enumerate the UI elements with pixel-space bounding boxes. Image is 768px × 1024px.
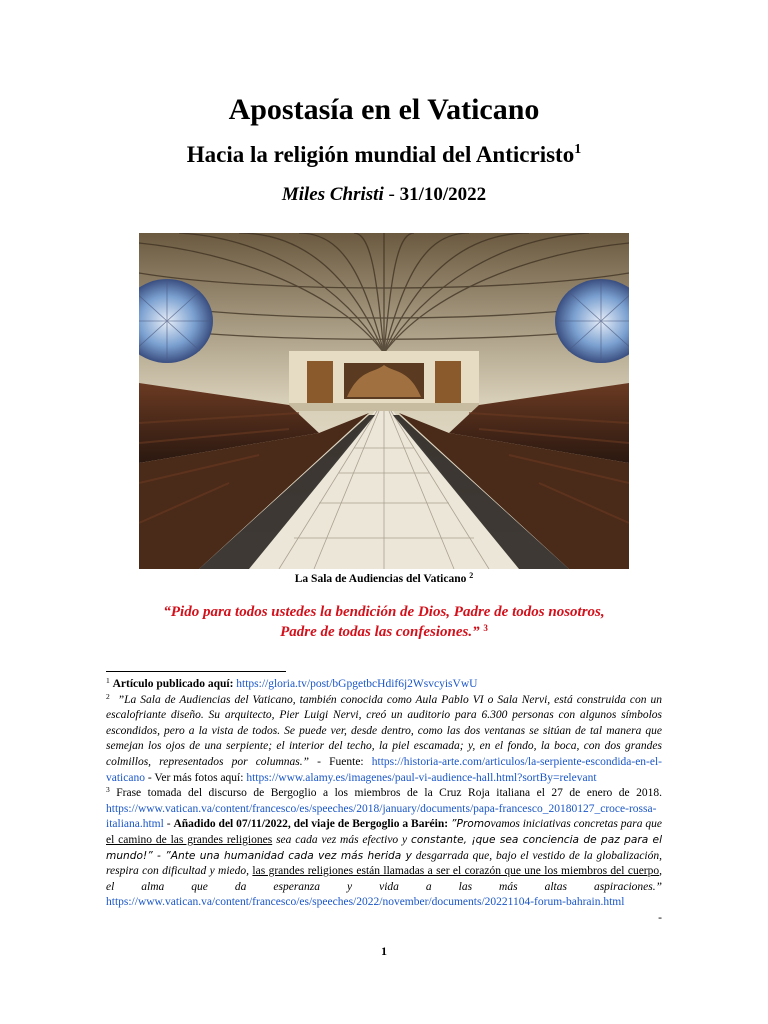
footnote-2-text: ”La Sala de Audiencias del Vaticano, también conocida como Aula Pablo VI o Sala Nervi, está construida con un escalofriante diseño. Su arquitecto, Pier Luigi Nervi, creó un auditorio para 6.300 personas con algunos símbolos escondidos, pero a la vista de todos. Se puede ver, desde dentro, como las dos ventanas se sitúan de tal manera que semejan los ojos de una serpiente; el interior del techo, la piel escamada; y, en el fondo, la boca, con dos grandes colmillos, representados por columnas.”	[106, 693, 662, 768]
footnote-2-source-label: - Fuente:	[317, 755, 364, 768]
footnote-3-link-1[interactable]: https://www.vatican.va/content/francesco/es/speeches/2018/january/documents/papa-francesco_20180127_croce-rossa-italiana.html	[106, 802, 657, 831]
footnote-2-source-link[interactable]: https://historia-arte.com/articulos/la-serpiente-escondida-en-el-vaticano	[106, 755, 663, 784]
footnotes	[106, 677, 662, 927]
footnote-3-link-2[interactable]: https://www.vatican.va/content/francesco/es/speeches/2022/november/documents/20221104-forum-bahrain.html	[106, 896, 625, 909]
footnote-3-text: Frase tomada del discurso de Bergoglio a los miembros de la Cruz Roja italiana el 27 de enero de 2018.	[116, 787, 662, 800]
footnote-ref-2[interactable]: 2	[469, 571, 474, 580]
footnote-3-underlined-1: el camino de las grandes religiones	[106, 833, 273, 846]
footnote-3	[106, 786, 662, 911]
caption-text: La Sala de Audiencias del Vaticano	[294, 573, 467, 585]
byline	[0, 182, 768, 208]
footnote-2	[106, 693, 662, 787]
page-number: 1	[381, 944, 387, 958]
footnote-3-underlined-2: las grandes religiones están llamadas a ser el corazón que une los miembros del cuerpo	[252, 865, 660, 878]
footnote-3-quote-part-8: , el alma que da esperanza y vida a las más altas aspiraciones.”	[106, 865, 662, 893]
epigraph-quote	[100, 602, 668, 642]
footnote-1	[106, 677, 662, 693]
footnote-divider	[106, 671, 286, 672]
footnote-3-quote-open: ”Promo	[451, 818, 491, 831]
vatican-audience-hall-photo	[139, 233, 629, 569]
footnote-2-number: 2	[106, 691, 110, 701]
footnote-3-dash: -	[166, 818, 171, 831]
footnote-3-trailing: -	[658, 911, 662, 924]
figure-caption	[0, 571, 768, 587]
footnote-ref-3[interactable]: 3	[483, 623, 488, 633]
footnote-3-quote-part-2: vamos iniciativas concretas para que	[490, 818, 663, 831]
quote-line-1: “Pido para todos ustedes la bendición de Dios, Padre de todos nosotros,	[163, 604, 605, 620]
footnote-3-number: 3	[106, 785, 110, 795]
quote-line-2-text: Padre de todas las confesiones.”	[280, 624, 480, 640]
document-subtitle	[0, 140, 768, 170]
footnote-3-quote-part-4: sea cada vez más efectivo y	[276, 833, 408, 846]
footnote-ref-1[interactable]: 1	[574, 142, 582, 157]
footnote-3-quote-part-6: desgarrada que, bajo el vestido de la globalización, respira con dificultad y miedo,	[106, 849, 662, 878]
footnote-1-link[interactable]: https://gloria.tv/post/bGpgetbcHdif6j2WsvcyisVwU	[236, 678, 478, 690]
byline-separator: -	[388, 184, 395, 205]
footnote-2-more-label: - Ver más fotos aquí:	[147, 771, 244, 784]
footnote-1-number: 1	[106, 676, 110, 685]
footnote-2-more-link[interactable]: https://www.alamy.es/imagenes/paul-vi-audience-hall.html?sortBy=relevant	[246, 771, 597, 784]
subtitle-text: Hacia la religión mundial del Anticristo	[186, 142, 575, 167]
footnote-3-added: Añadido del 07/11/2022, del viaje de Bergoglio a Baréin:	[173, 818, 449, 831]
document-title: Apostasía en el Vaticano	[228, 93, 540, 126]
publication-date: 31/10/2022	[399, 184, 487, 205]
footnote-1-label: Artículo publicado aquí:	[112, 678, 234, 690]
quote-line-2	[100, 622, 668, 642]
author-name: Miles Christi	[281, 184, 384, 205]
footnote-3-quote-part-5: constante, ¡que sea conciencia de paz para el mundo!” - ”Ante una humanidad cada vez más herida y	[106, 833, 663, 862]
